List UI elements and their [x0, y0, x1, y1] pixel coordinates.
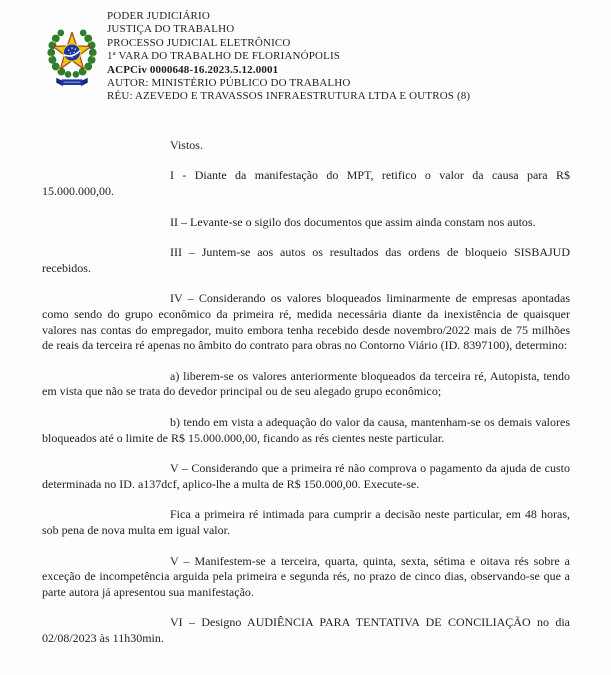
paragraph-item-vi-hearing: VI – Designo AUDIÊNCIA PARA TENTATIVA DE CONCILIAÇÃO no dia 02/08/2023 às 11h30min.: [42, 615, 570, 645]
paragraph-item-i: I - Diante da manifestação do MPT, retifico o valor da causa para R$ 15.000.000,00.: [42, 168, 570, 199]
case-number: ACPCiv 0000648-16.2023.5.12.0001: [107, 63, 279, 76]
paragraph-vistos: Vistos.: [170, 137, 203, 152]
court-header-text: [107, 10, 470, 104]
paragraph-item-ii: II – Levante-se o sigilo dos documentos que assim ainda constam nos autos.: [170, 214, 536, 229]
paragraph-item-v-manifest: V – Manifestem-se a terceira, quarta, quinta, sexta, sétima e oitava rés sobre a exceção de incompetência arguida pela primeira e segunda rés, no prazo de cinco dias, observando-se que a parte autora já apresentou sua manifestação.: [42, 553, 570, 599]
document-header: [0, 0, 611, 104]
paragraph-item-iii: III – Juntem-se aos autos os resultados das ordens de bloqueio SISBAJUD recebidos.: [42, 245, 570, 275]
paragraph-item-b: b) tendo em vista a adequação do valor da causa, mantenham-se os demais valores bloqueados até o limite de R$ 15.000.000,00, ficando as rés cientes neste particular.: [42, 414, 570, 445]
decision-body: [42, 138, 570, 647]
paragraph-item-iv: IV – Considerando os valores bloqueados liminarmente de empresas apontadas como sendo do grupo econômico da primeira ré, medida necessária diante da inexistência de quaisquer valores nas contas do empregador, muito embora tenha recebido desde novembro/2022 mais de 75 milhões de reais da terceira ré apenas no âmbito do contrato para obras no Contorno Viário (ID. 8397100), determino:: [42, 291, 570, 353]
header-line-defendant: RÉU: AZEVEDO E TRAVASSOS INFRAESTRUTURA LTDA E OUTROS (8): [107, 90, 471, 103]
paragraph-item-v-fine: V – Considerando que a primeira ré não comprova o pagamento da ajuda de custo determinada no ID. a137dcf, aplico-lhe a multa de R$ 150.000,00. Execute-se.: [42, 461, 570, 491]
paragraph-compliance-notice: Fica a primeira ré intimada para cumprir a decisão neste particular, em 48 horas, sob pena de nova multa em igual valor.: [42, 507, 570, 537]
header-line-system: PROCESSO JUDICIAL ELETRÔNICO: [107, 36, 291, 49]
paragraph-item-a: a) liberem-se os valores anteriormente bloqueados da terceira ré, Autopista, tendo em vista que não se trata do devedor principal ou de seu alegado grupo econômico;: [42, 368, 570, 399]
header-line-plaintiff: AUTOR: MINISTÉRIO PÚBLICO DO TRABALHO: [107, 77, 351, 90]
brazil-coat-of-arms-icon: [44, 25, 100, 89]
header-line-court-unit: 1ª VARA DO TRABALHO DE FLORIANÓPOLIS: [107, 50, 341, 63]
header-line-justice: JUSTIÇA DO TRABALHO: [107, 23, 235, 36]
header-line-branch: PODER JUDICIÁRIO: [107, 10, 210, 22]
